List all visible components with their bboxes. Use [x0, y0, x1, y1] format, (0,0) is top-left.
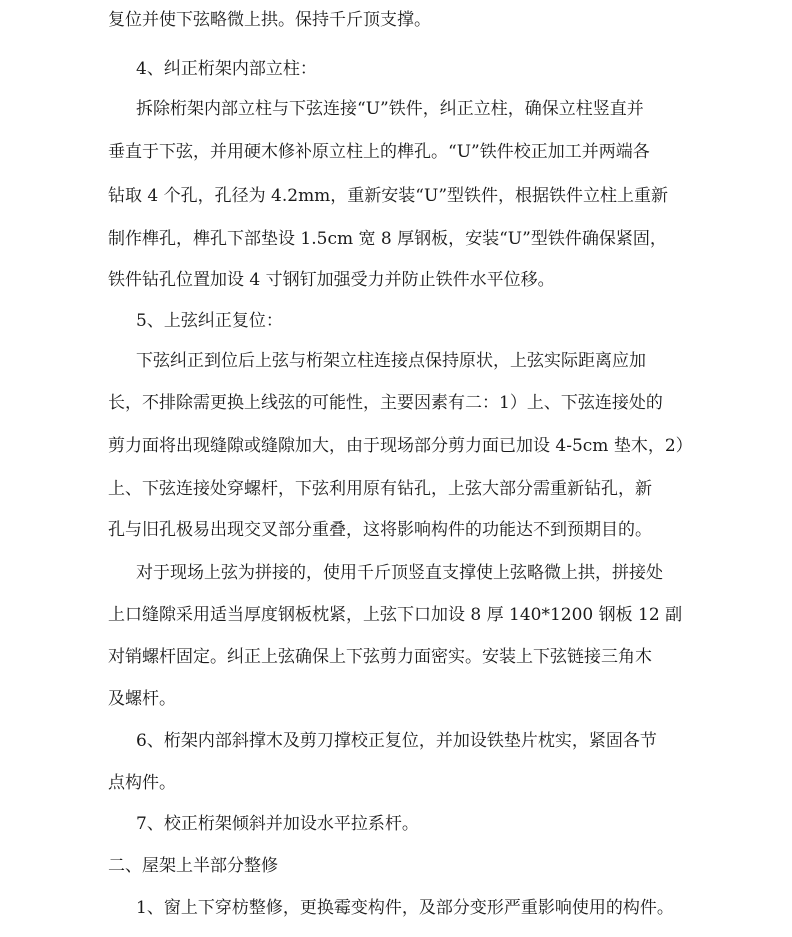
- text-line: 制作榫孔，榫孔下部垫设 1.5cm 宽 8 厚钢板，安装“U”型铁件确保紧固，: [108, 229, 667, 249]
- text-line: 钻取 4 个孔，孔径为 4.2mm，重新安装“U”型铁件，根据铁件立柱上重新: [108, 186, 669, 206]
- text-line: 及螺杆。: [108, 689, 176, 709]
- text-line: 上口缝隙采用适当厚度钢板枕紧，上弦下口加设 8 厚 140*1200 钢板 12 副: [108, 605, 683, 625]
- section-heading-4: 4、纠正桁架内部立柱：: [136, 59, 317, 79]
- text-line: 剪力面将出现缝隙或缝隙加大，由于现场部分剪力面已加设 4-5cm 垫木，2）: [108, 436, 693, 456]
- text-line: 1、窗上下穿枋整修，更换霉变构件，及部分变形严重影响使用的构件。: [136, 898, 674, 918]
- text-line: 对于现场上弦为拼接的，使用千斤顶竖直支撑使上弦略微上拱，拼接处: [136, 563, 663, 583]
- text-line: 点构件。: [108, 773, 176, 793]
- text-line: 铁件钻孔位置加设 4 寸钢钉加强受力并防止铁件水平位移。: [108, 270, 555, 290]
- chapter-heading: 二、屋架上半部分整修: [108, 856, 278, 876]
- text-line: 7、校正桁架倾斜并加设水平拉系杆。: [136, 814, 419, 834]
- text-line: 孔与旧孔极易出现交叉部分重叠，这将影响构件的功能达不到预期目的。: [108, 520, 652, 540]
- text-line: 下弦纠正到位后上弦与桁架立柱连接点保持原状，上弦实际距离应加: [136, 351, 646, 371]
- section-heading-5: 5、上弦纠正复位：: [136, 311, 283, 331]
- text-line: 长，不排除需更换上线弦的可能性，主要因素有二：1）上、下弦连接处的: [108, 393, 663, 413]
- text-line: 拆除桁架内部立柱与下弦连接“U”铁件，纠正立柱，确保立柱竖直并: [136, 99, 644, 119]
- text-line: 上、下弦连接处穿螺杆，下弦利用原有钻孔，上弦大部分需重新钻孔，新: [108, 479, 652, 499]
- text-line: 复位并使下弦略微上拱。保持千斤顶支撑。: [108, 10, 431, 30]
- text-line: 6、桁架内部斜撑木及剪刀撑校正复位，并加设铁垫片枕实，紧固各节: [136, 731, 657, 751]
- text-line: 对销螺杆固定。纠正上弦确保上下弦剪力面密实。安装上下弦链接三角木: [108, 647, 652, 667]
- text-line: 垂直于下弦，并用硬木修补原立柱上的榫孔。“U”铁件校正加工并两端各: [108, 142, 650, 162]
